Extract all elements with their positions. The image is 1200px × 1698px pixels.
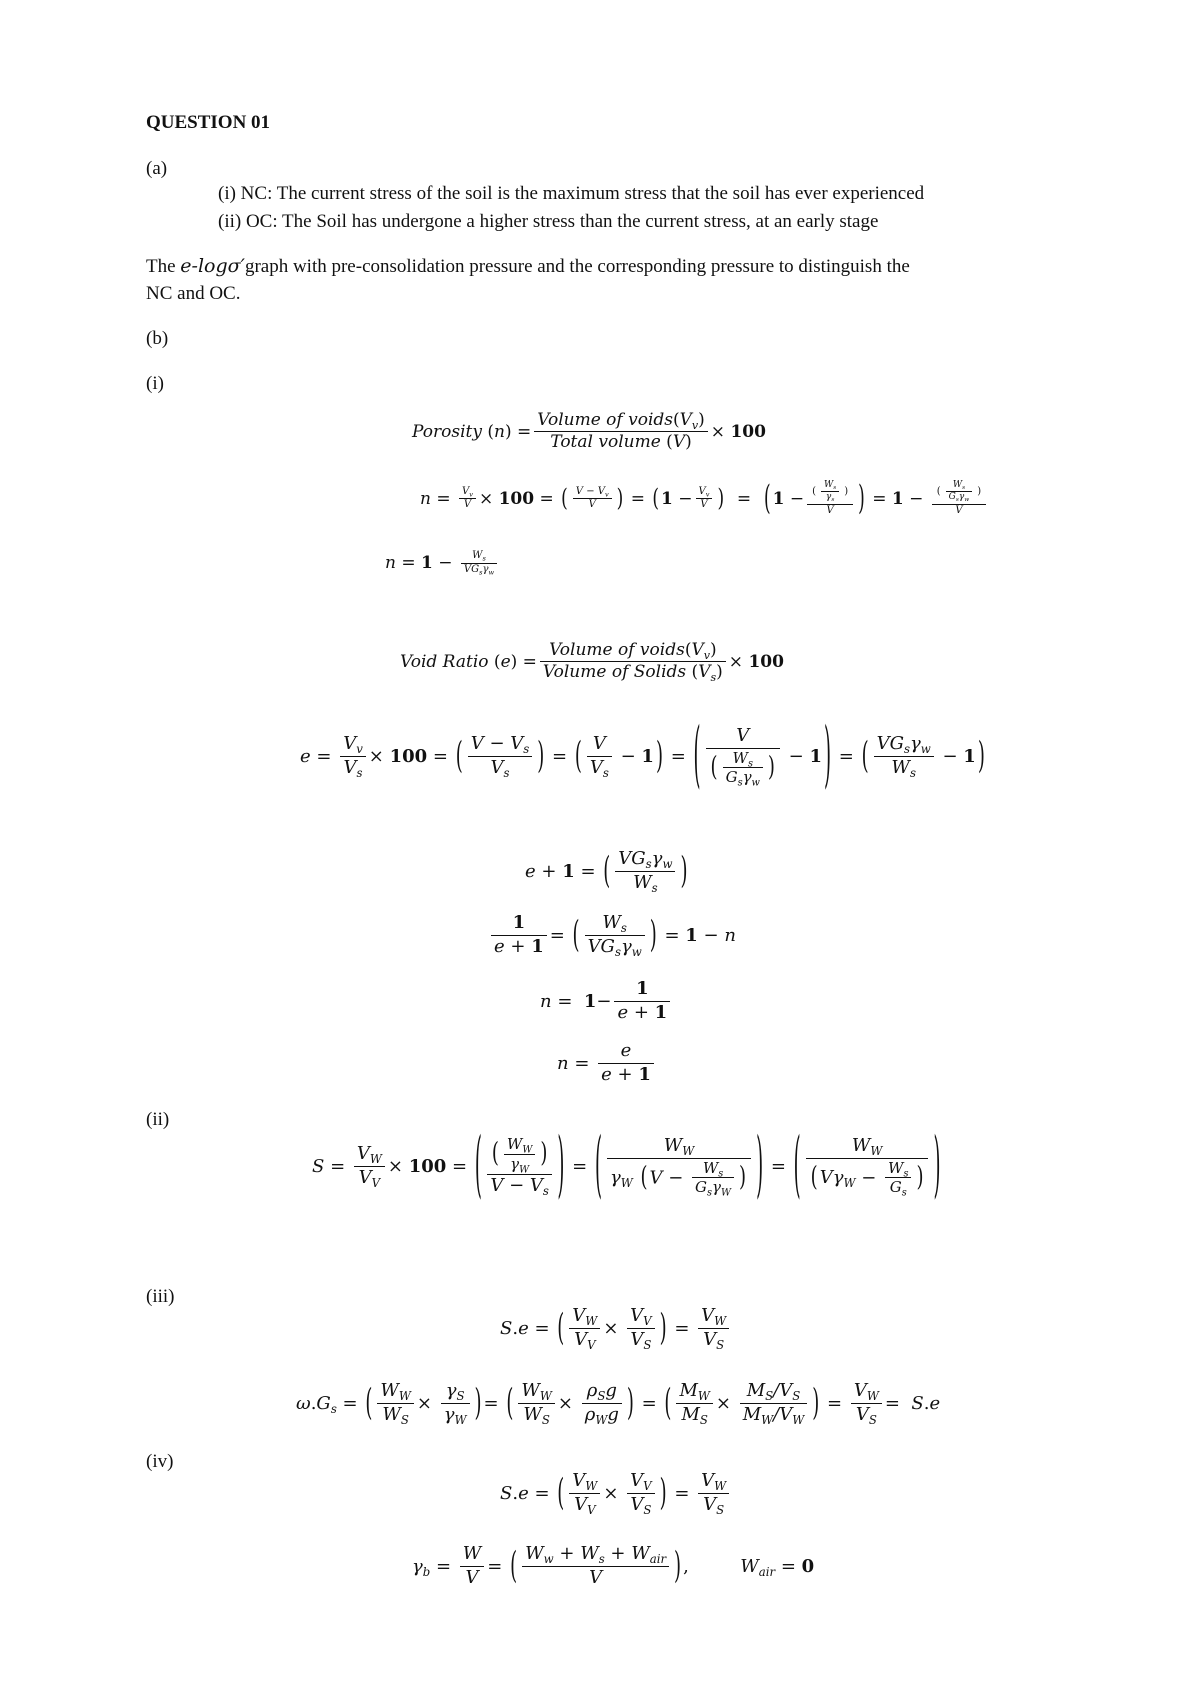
wgs-relation: ω . $G_s$ = ( $\frac{W_W}{W_S}$ × $\frac{\gamma_S}{\gamma_W}$ ) = ( $\frac{W_W}{W_S}$ × $\frac{\rho_Sg}{\rho_Wg}$ ) = ( $\frac{M_W}{M_S}$ × $\frac{M_S/V_S}{M_W/V_W}$ ) = $\frac{V_W}{V_S}$ = S . e (296, 1380, 941, 1427)
part-a-item-1: (i) NC: The current stress of the soil is the maximum stress that the soil has ever experienced (218, 183, 925, 204)
one-over-e-plus-one: $\frac{1}{e + 1}$ = ( $\frac{W_s}{VG_s\gamma_w}$ ) = 1 − n (488, 912, 736, 958)
part-b-i-label: (i) (146, 373, 164, 394)
question-heading: QUESTION 01 (146, 112, 271, 133)
part-b-iii-label: (iii) (146, 1286, 175, 1307)
se-relation-2: S . e = ( $\frac{V_W}{V_V}$ × $\frac{V_V}{V_S}$ ) = $\frac{V_W}{V_S}$ (500, 1470, 732, 1516)
part-a-item-2: (ii) OC: The Soil has undergone a higher stress than the current stress, at an early stage (218, 211, 879, 232)
part-b-iv-label: (iv) (146, 1451, 174, 1472)
n-from-e-1: n = 1 − $\frac{1}{e + 1}$ (540, 978, 673, 1024)
part-a-paragraph-line-2: NC and OC. (146, 283, 241, 304)
bulk-unit-weight: $\gamma_b$ = $\frac{W}{V}$ = ( $\frac{W_w + W_s + W_{air}}{V}$ ) , $W_{air}$ = 0 (412, 1543, 815, 1588)
se-relation: S . e = ( $\frac{V_W}{V_V}$ × $\frac{V_V}{V_S}$ ) = $\frac{V_W}{V_S}$ (500, 1305, 732, 1351)
porosity-derivation: n = $\frac{V_v}{V}$ × 100 = ( $\frac{V - V_v}{V}$ ) = ( 1 − $\frac{V_v}{V}$ ) = ( 1 − ( $\frac{W_s}{\gamma_s}$ ) V ) = 1 − ( $\frac{W_s}{G_s\gamma_w}$ ) V (420, 480, 989, 517)
saturation-derivation: S = $\frac{V_W}{V_V}$ × 100 = ( ( $\frac{W_W}{\gamma_W}$ ) $V - V_s$ ) = ( $W_W$ $\gamma_W$ ( V − $\frac{W_s}{G_s\gamma_W}$ ) ) = ( $W_W$ ( $V\gamma_W$ − $\frac{W_s}{G_s}$ ) ) (312, 1124, 941, 1208)
void-ratio-definition: Void Ratio ( e ) = $\frac{Volume of voids(V_v)}{Volume of Solids (V_s)}$ × 100 (400, 640, 784, 685)
part-a-paragraph-line-1: The e-logσ′graph with pre-consolidation pressure and the corresponding pressure to distinguish the (146, 255, 910, 277)
part-b-ii-label: (ii) (146, 1109, 170, 1130)
porosity-result: n = 1 − $\frac{W_s}{VG_s\gamma_w}$ (385, 550, 500, 576)
porosity-definition: Porosity ( n ) = $\frac{Volume of voids(V_v)}{\text{Total volume (V)}}$ × 100 (412, 410, 766, 453)
part-b-label: (b) (146, 328, 169, 349)
part-a-label: (a) (146, 158, 168, 179)
e-plus-one: e + 1 = ( $\frac{VG_s\gamma_w}{W_s}$ ) (525, 848, 688, 895)
void-ratio-derivation: e = $\frac{V_v}{V_s}$ × 100 = ( $\frac{V - V_s}{V_s}$ ) = ( $\frac{V}{V_s}$ − 1 ) = ( V ( $\frac{W_s}{G_s\gamma_w}$ ) − 1 ) = ( $\frac{VG_s\gamma_w}{W_s}$ − 1 ) (300, 714, 985, 798)
n-from-e-2: n = $\frac{e}{e + 1}$ (557, 1040, 657, 1086)
